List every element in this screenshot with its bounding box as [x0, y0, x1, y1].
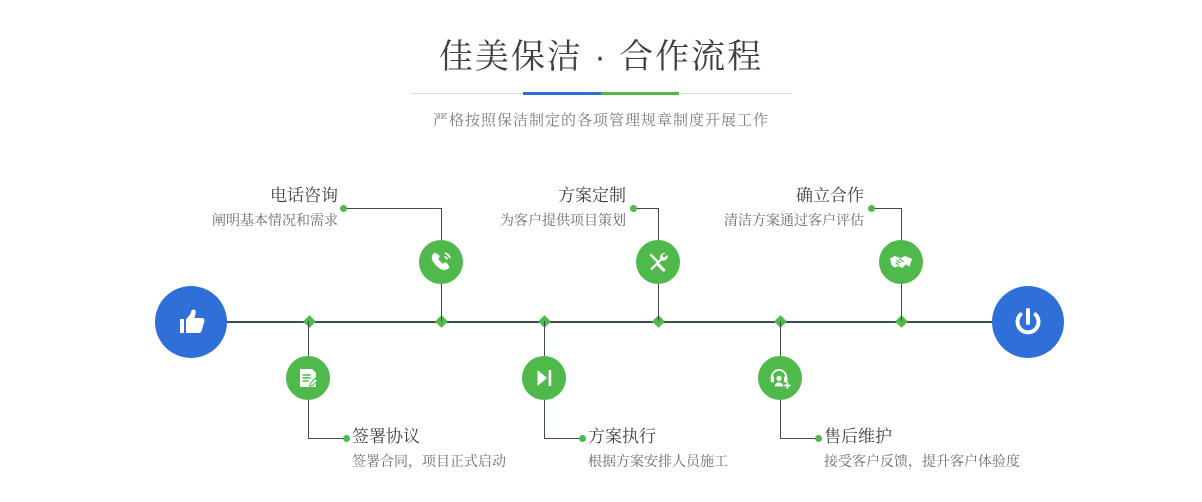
- page-header: [0, 34, 1202, 130]
- contract-edit-icon: [296, 366, 320, 390]
- connector-vertical: [780, 321, 781, 356]
- step-node-3[interactable]: [636, 240, 680, 284]
- step-label-3: [378, 184, 626, 232]
- title-divider: [411, 92, 791, 95]
- connector-vertical: [544, 321, 545, 356]
- axis-marker: [303, 315, 316, 328]
- connector-vertical: [441, 284, 442, 321]
- play-forward-icon: [532, 366, 556, 390]
- thumbs-up-icon: [172, 303, 210, 341]
- support-agent-add-icon: [768, 366, 792, 390]
- connector-vertical: [544, 400, 545, 438]
- connector-horizontal: [780, 438, 818, 439]
- step-label-5: [616, 184, 864, 232]
- connector-dot: [868, 205, 875, 212]
- step-node-5[interactable]: [879, 240, 923, 284]
- connector-horizontal: [308, 438, 346, 439]
- connector-horizontal: [544, 438, 582, 439]
- connector-vertical: [901, 284, 902, 321]
- step-desc-6: 接受客户反馈，提升客户体验度: [824, 453, 1020, 469]
- step-desc-4: 根据方案安排人员施工: [588, 453, 728, 469]
- connector-vertical: [901, 208, 902, 240]
- divider-accent-blue: [523, 92, 601, 95]
- step-desc-1: 阐明基本情况和需求: [212, 212, 338, 228]
- step-label-2: [352, 425, 612, 473]
- step-label-4: [588, 425, 848, 473]
- step-desc-5: 清洁方案通过客户评估: [724, 212, 864, 228]
- timeline-end-badge: [992, 286, 1064, 358]
- timeline-start-badge: [155, 286, 227, 358]
- step-title-2: 签署协议: [352, 427, 420, 446]
- step-node-1[interactable]: [419, 240, 463, 284]
- tools-icon: [646, 250, 670, 274]
- connector-horizontal: [874, 208, 901, 209]
- step-desc-2: 签署合同，项目正式启动: [352, 453, 506, 469]
- handshake-icon: [888, 249, 914, 275]
- step-title-4: 方案执行: [588, 427, 656, 446]
- page-subtitle: 严格按照保洁制定的各项管理规章制度开展工作: [432, 112, 769, 129]
- phone-call-icon: [428, 249, 454, 275]
- divider-accent-green: [601, 92, 679, 95]
- connector-dot: [340, 205, 347, 212]
- step-node-2[interactable]: [286, 356, 330, 400]
- connector-dot: [343, 435, 350, 442]
- connector-dot: [579, 435, 586, 442]
- step-title-1: 电话咨询: [270, 186, 338, 205]
- connector-vertical: [780, 400, 781, 438]
- connector-vertical: [308, 400, 309, 438]
- step-label-6: [824, 425, 1124, 473]
- step-desc-3: 为客户提供项目策划: [500, 212, 626, 228]
- step-title-5: 确立合作: [796, 186, 864, 205]
- power-icon: [1010, 304, 1046, 340]
- step-title-6: 售后维护: [824, 427, 892, 446]
- timeline-axis: [155, 321, 1050, 323]
- step-node-4[interactable]: [522, 356, 566, 400]
- step-title-3: 方案定制: [558, 186, 626, 205]
- page-title: 佳美保洁 · 合作流程: [438, 38, 764, 76]
- connector-vertical: [658, 284, 659, 321]
- step-node-6[interactable]: [758, 356, 802, 400]
- connector-dot: [815, 435, 822, 442]
- connector-vertical: [308, 321, 309, 356]
- process-timeline: [0, 160, 1202, 502]
- step-label-1: [90, 184, 338, 232]
